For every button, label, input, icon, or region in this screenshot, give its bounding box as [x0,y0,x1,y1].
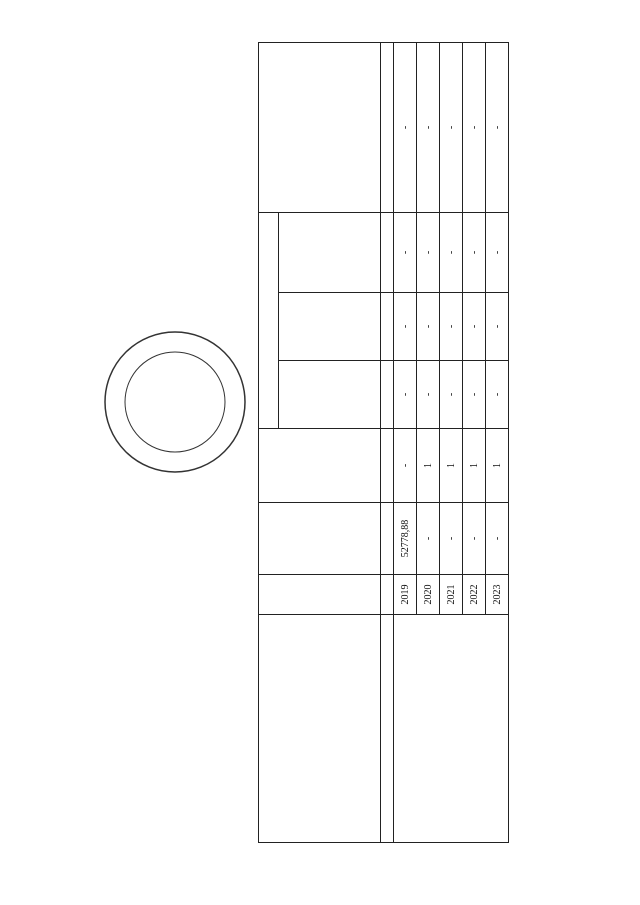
row-base-level: - [463,503,486,575]
row-loss-value: - [486,213,509,293]
header-energy-group [259,213,279,429]
header-loss-ratio [279,293,381,361]
header-org [259,615,381,843]
row-dynamics: - [394,43,417,213]
row-loss-value: - [440,213,463,293]
row-base-level: - [440,503,463,575]
header-dynamics [259,43,381,213]
unit-efficiency-index [381,429,394,503]
row-efficiency-index: - [394,429,417,503]
row-specific-fuel: - [463,361,486,429]
document-page [20,27,620,877]
row-loss-value: - [463,213,486,293]
row-dynamics: - [486,43,509,213]
unit-base-level [381,503,394,575]
row-loss-value: - [417,213,440,293]
row-loss-ratio: - [394,293,417,361]
row-loss-ratio: - [486,293,509,361]
row-year: 2019 [394,575,417,615]
row-base-level: 52778,88 [394,503,417,575]
table-row [394,43,417,843]
row-specific-fuel: - [417,361,440,429]
row-specific-fuel: - [486,361,509,429]
row-year: 2022 [463,575,486,615]
parameters-table-wrap [258,42,509,843]
unit-cell-empty-dynamics [381,43,394,213]
row-specific-fuel: - [394,361,417,429]
row-loss-ratio: - [440,293,463,361]
header-specific-fuel [279,361,381,429]
header-base-level [259,503,381,575]
row-efficiency-index: 1 [440,429,463,503]
row-year: 2021 [440,575,463,615]
row-loss-ratio: - [463,293,486,361]
row-efficiency-index: 1 [486,429,509,503]
organization-name [394,615,509,843]
row-base-level: - [486,503,509,575]
row-year: 2020 [417,575,440,615]
parameters-table [258,42,509,843]
unit-cell-empty-year [381,575,394,615]
row-dynamics: - [440,43,463,213]
row-base-level: - [417,503,440,575]
header-loss-value [279,213,381,293]
row-loss-ratio: - [417,293,440,361]
row-specific-fuel: - [440,361,463,429]
row-efficiency-index: 1 [463,429,486,503]
header-year [259,575,381,615]
unit-loss-value [381,213,394,293]
unit-specific-fuel [381,361,394,429]
row-dynamics: - [417,43,440,213]
unit-cell-empty-org [381,615,394,843]
official-seal-stamp [100,327,250,477]
row-loss-value: - [394,213,417,293]
row-year: 2023 [486,575,509,615]
unit-loss-ratio [381,293,394,361]
row-efficiency-index: 1 [417,429,440,503]
row-dynamics: - [463,43,486,213]
header-efficiency-index [259,429,381,503]
